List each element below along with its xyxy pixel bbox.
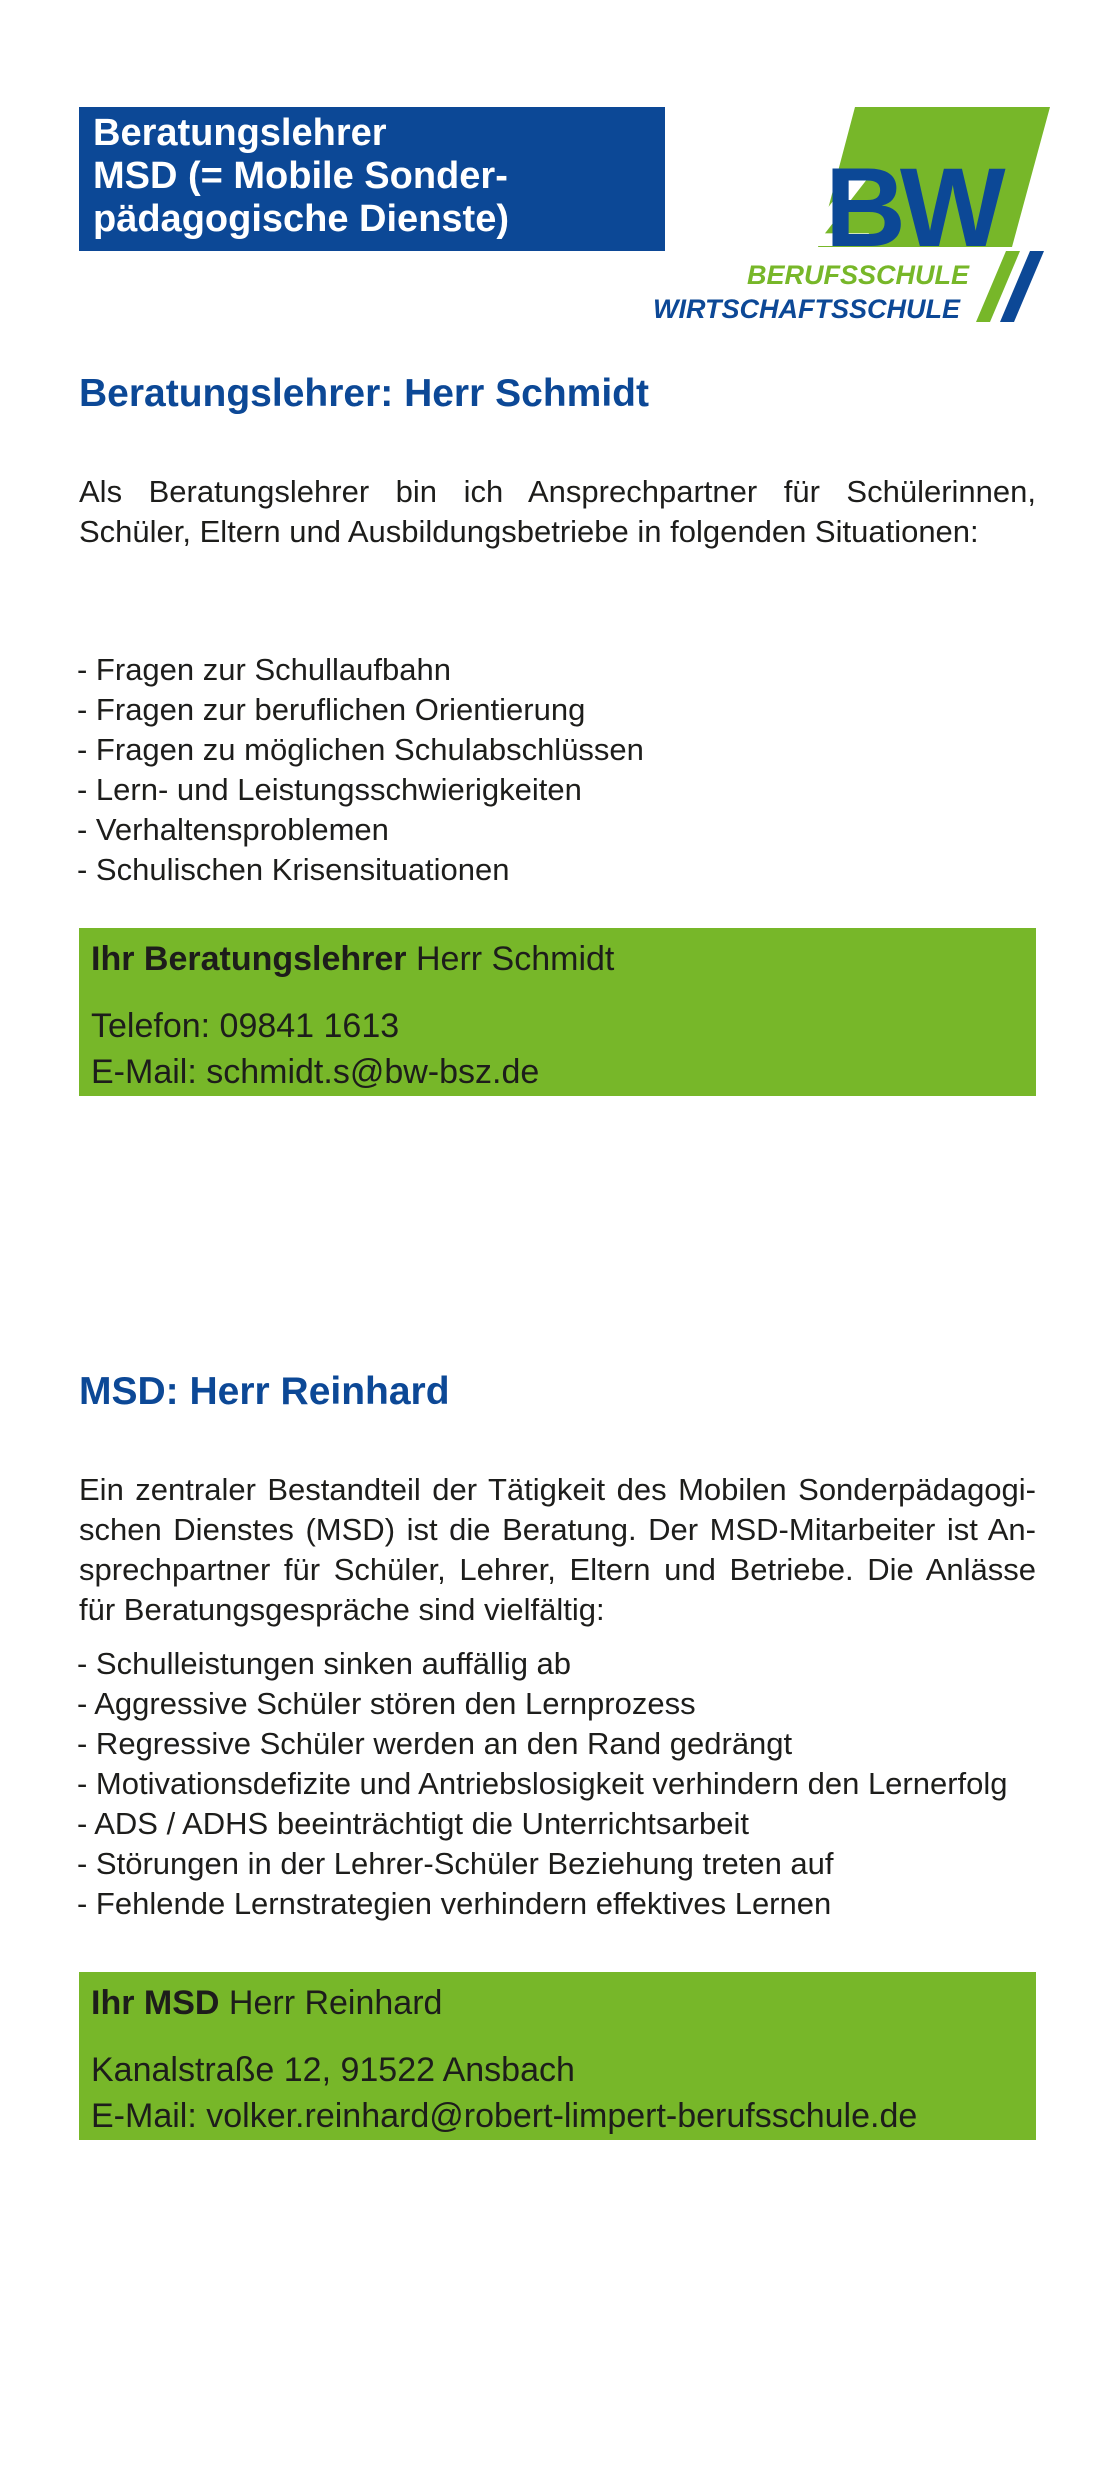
contact-role: Ihr MSD (91, 1984, 220, 2022)
contact-email: E-Mail: volker.reinhard@robert-limpert-berufsschule.de (91, 2097, 918, 2135)
list-item: - Verhaltensproblemen (77, 812, 389, 847)
header-title-line-3: pädagogische Dienste) (93, 198, 509, 240)
list-item: - Aggressive Schüler stören den Lernprozess (77, 1686, 696, 1721)
contact-details (91, 1003, 539, 1095)
contact-name: Herr Schmidt (415, 940, 615, 978)
section-title-msd: MSD: Herr Reinhard (79, 1370, 450, 1413)
contact-email: E-Mail: schmidt.s@bw-bsz.de (91, 1053, 540, 1091)
section1-intro-line-2: Schüler, Eltern und Ausbildungsbetriebe in folgenden Situationen: (79, 514, 979, 549)
logo-wordmark-bsz: BSZ (660, 145, 866, 270)
list-item: - Schulischen Krisensituationen (77, 852, 510, 887)
contact-name: Herr Reinhard (228, 1984, 443, 2022)
list-item: - Fragen zur Schullaufbahn (77, 652, 451, 687)
list-item: - Schulleistungen sinken auffällig ab (77, 1646, 572, 1681)
bszbw-logo (650, 104, 1050, 326)
list-item: - Motivationsdefizite und Antriebslosigkeit verhindern den Lernerfolg (77, 1766, 1008, 1801)
logo-line-wirtschaftsschule: WIRTSCHAFTSSCHULE (653, 294, 960, 324)
logo-wordmark-bw: BW (825, 145, 1000, 270)
list-item: - ADS / ADHS beeinträchtigt die Unterrichtsarbeit (77, 1806, 749, 1841)
contact-phone: Telefon: 09841 1613 (91, 1007, 400, 1045)
section1-list (77, 650, 644, 890)
list-item: - Fragen zu möglichen Schulabschlüssen (77, 732, 644, 767)
section2-intro-line-2: schen Dienstes (MSD) ist die Beratung. Der MSD-Mitarbeiter ist An- (79, 1512, 1036, 1547)
logo-line-berufsschule: BERUFSSCHULE (747, 260, 970, 290)
contact-box-msd (79, 1972, 1036, 2140)
contact-role: Ihr Beratungslehrer (91, 940, 407, 978)
section1-intro-line-1: Als Beratungslehrer bin ich Ansprechpartner für Schülerinnen, (79, 474, 1036, 509)
header-title-line-2: MSD (= Mobile Sonder- (93, 155, 508, 197)
list-item: - Lern- und Leistungsschwierigkeiten (77, 772, 582, 807)
list-item: - Regressive Schüler werden an den Rand gedrängt (77, 1726, 793, 1761)
contact-heading (91, 1984, 442, 2023)
contact-address: Kanalstraße 12, 91522 Ansbach (91, 2051, 575, 2089)
list-item: - Fehlende Lernstrategien verhindern effektives Lernen (77, 1886, 832, 1921)
section-title-beratungslehrer: Beratungslehrer: Herr Schmidt (79, 372, 649, 415)
contact-heading (91, 940, 614, 979)
section1-intro (79, 472, 1036, 552)
contact-box-beratungslehrer (79, 928, 1036, 1096)
section2-intro-line-1: Ein zentraler Bestandteil der Tätigkeit des Mobilen Sonderpädagogi- (79, 1472, 1036, 1507)
contact-details (91, 2047, 917, 2139)
list-item: - Fragen zur beruflichen Orientierung (77, 692, 586, 727)
section2-intro-line-4: für Beratungsgespräche sind vielfältig: (79, 1592, 605, 1627)
header-title-line-1: Beratungslehrer (93, 112, 387, 154)
list-item: - Störungen in der Lehrer-Schüler Beziehung treten auf (77, 1846, 834, 1881)
section2-intro (79, 1470, 1036, 1630)
section2-list (77, 1644, 1008, 1924)
section2-intro-line-3: sprechpartner für Schüler, Lehrer, Eltern und Betriebe. Die Anlässe (79, 1552, 1036, 1587)
header-title (93, 112, 663, 241)
